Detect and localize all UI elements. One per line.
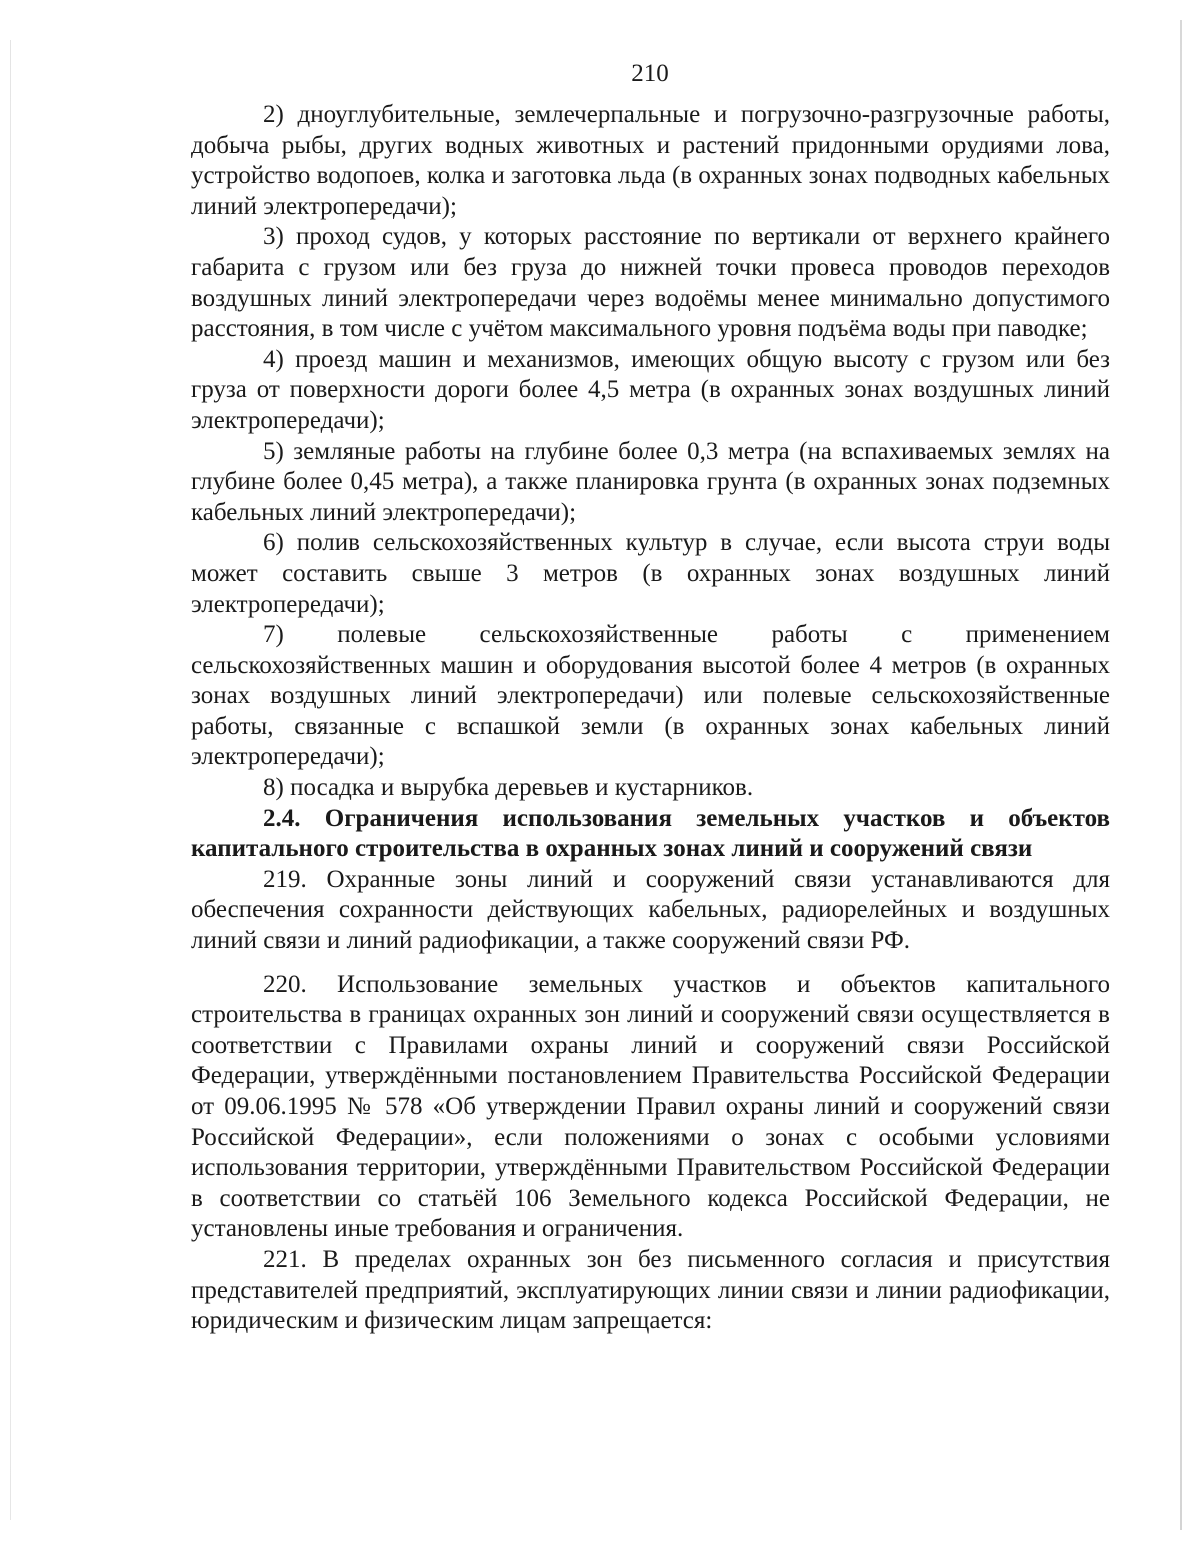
scan-edge-right [1180, 20, 1182, 1530]
section-heading-2-4: 2.4. Ограничения использования земельных участков и объектов капитального строительства в охранных зонах линий и сооружений связи [191, 804, 1110, 863]
list-item-8: 8) посадка и вырубка деревьев и кустарников. [263, 774, 754, 802]
paragraph-220: 220. Использование земельных участков и объектов капитального строительства в границах охранных зон линий и сооружений связи осуществляется в соответствии с Правилами охраны линий и сооружений связи Российской Федерации, утверждёнными постановлением Правительства Российской Федерации от 09.06.1995 № 578 «Об утверждении Правил охраны линий и сооружений связи Российской Федерации», если положениями о зонах с особыми условиями использования территории, утверждёнными Правительством Российской Федерации в соответствии со статьёй 106 Земельного кодекса Российской Федерации, не установлены иные требования и ограничения. [191, 970, 1110, 1243]
list-item-5: 5) земляные работы на глубине более 0,3 метра (на вспахиваемых землях на глубине более 0,45 метра), а также планировка грунта (в охранных зонах подземных кабельных линий электропередачи); [191, 437, 1110, 526]
list-item-6: 6) полив сельскохозяйственных культур в случае, если высота струи воды может составить свыше 3 метров (в охранных зонах воздушных линий электропередачи); [191, 529, 1110, 618]
list-item-3: 3) проход судов, у которых расстояние по вертикали от верхнего крайнего габарита с грузом или без груза до нижней точки провеса проводов переходов воздушных линий электропередачи через водоёмы менее минимально допустимого расстояния, в том числе с учётом максимального уровня подъёма воды при паводке; [191, 223, 1110, 343]
paragraph-221: 221. В пределах охранных зон без письменного согласия и присутствия представителей предприятий, эксплуатирующих линии связи и линии радиофикации, юридическим и физическим лицам запрещается: [191, 1245, 1110, 1335]
scan-edge-left [10, 40, 11, 1520]
paragraph-219: 219. Охранные зоны линий и сооружений связи устанавливаются для обеспечения сохранности действующих кабельных, радиорелейных и воздушных линий связи и линий радиофикации, а также сооружений связи РФ. [191, 865, 1110, 955]
list-item-7: 7) полевые сельскохозяйственные работы с применением сельскохозяйственных машин и оборудования высотой более 4 метров (в охранных зонах воздушных линий электропередачи) или полевые сельскохозяйственные работы, связанные с вспашкой земли (в охранных зонах кабельных линий электропередачи); [191, 621, 1110, 771]
page-number: 210 [631, 60, 669, 87]
list-item-4: 4) проезд машин и механизмов, имеющих общую высоту с грузом или без груза от поверхности дороги более 4,5 метра (в охранных зонах воздушных линий электропередачи); [191, 345, 1110, 434]
list-item-2: 2) дноуглубительные, землечерпальные и погрузочно-разгрузочные работы, добыча рыбы, других водных животных и растений придонными орудиями лова, устройство водопоев, колка и заготовка льда (в охранных зонах подводных кабельных линий электропередачи); [191, 101, 1110, 220]
document-body [191, 100, 1110, 1337]
